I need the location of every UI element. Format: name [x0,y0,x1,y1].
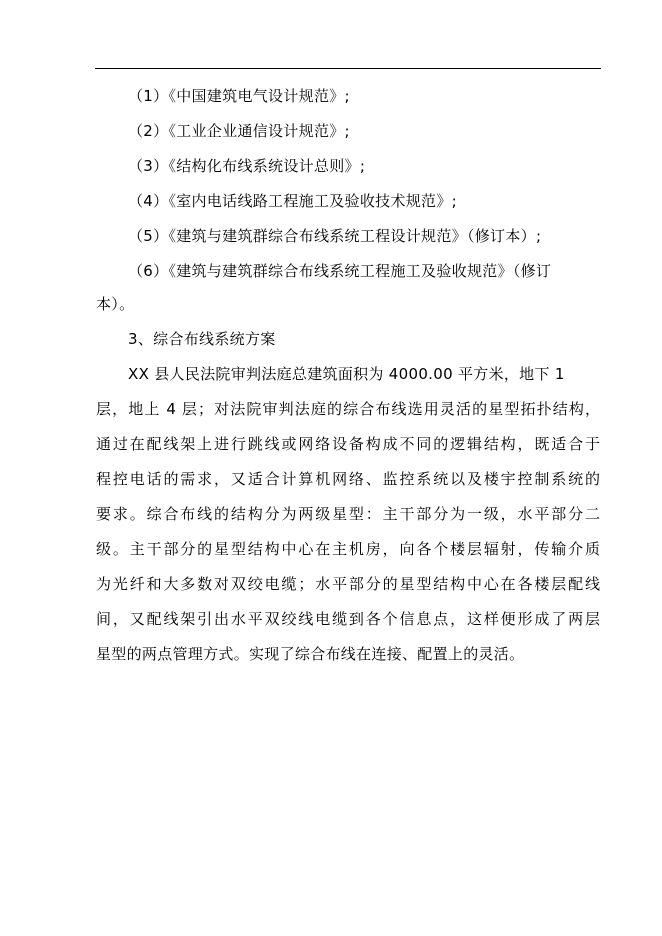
paragraph-line-7: 为光纤和大多数对双绞电缆；水平部分的星型结构中心在各楼层配线 [96,575,600,593]
paragraph-line-9: 星型的两点管理方式。实现了综合布线在连接、配置上的灵活。 [96,645,525,663]
paragraph-line-4: 程控电话的需求，又适合计算机网络、监控系统以及楼宇控制系统的 [96,470,600,488]
header-rule [95,68,601,69]
reference-item-3: （3）《结构化布线系统设计总则》; [128,157,366,175]
reference-item-6-continued: 本）。 [96,295,135,313]
reference-item-2: （2）《工业企业通信设计规范》; [128,122,350,140]
paragraph-line-3: 通过在配线架上进行跳线或网络设备构成不同的逻辑结构，既适合于 [96,435,600,453]
paragraph-line-5: 要求。综合布线的结构分为两级星型：主干部分为一级，水平部分二 [96,505,600,523]
paragraph-line-2: 层，地上 4 层；对法院审判法庭的综合布线选用灵活的星型拓扑结构， [96,400,600,418]
paragraph-line-1: XX 县人民法院审判法庭总建筑面积为 4000.00 平方米，地下 1 [128,365,565,383]
reference-item-6: （6）《建筑与建筑群综合布线系统工程施工及验收规范》（修订 [128,262,552,280]
reference-item-4: （4）《室内电话线路工程施工及验收技术规范》; [128,192,457,210]
reference-item-5: （5）《建筑与建筑群综合布线系统工程设计规范》（修订本）; [128,227,542,245]
reference-item-1: （1）《中国建筑电气设计规范》; [128,87,350,105]
paragraph-line-6: 级。主干部分的星型结构中心在主机房，向各个楼层辐射，传输介质 [96,540,600,558]
paragraph-line-8: 间，又配线架引出水平双绞线电缆到各个信息点，这样便形成了两层 [96,610,600,628]
section-heading: 3、综合布线系统方案 [128,330,276,348]
